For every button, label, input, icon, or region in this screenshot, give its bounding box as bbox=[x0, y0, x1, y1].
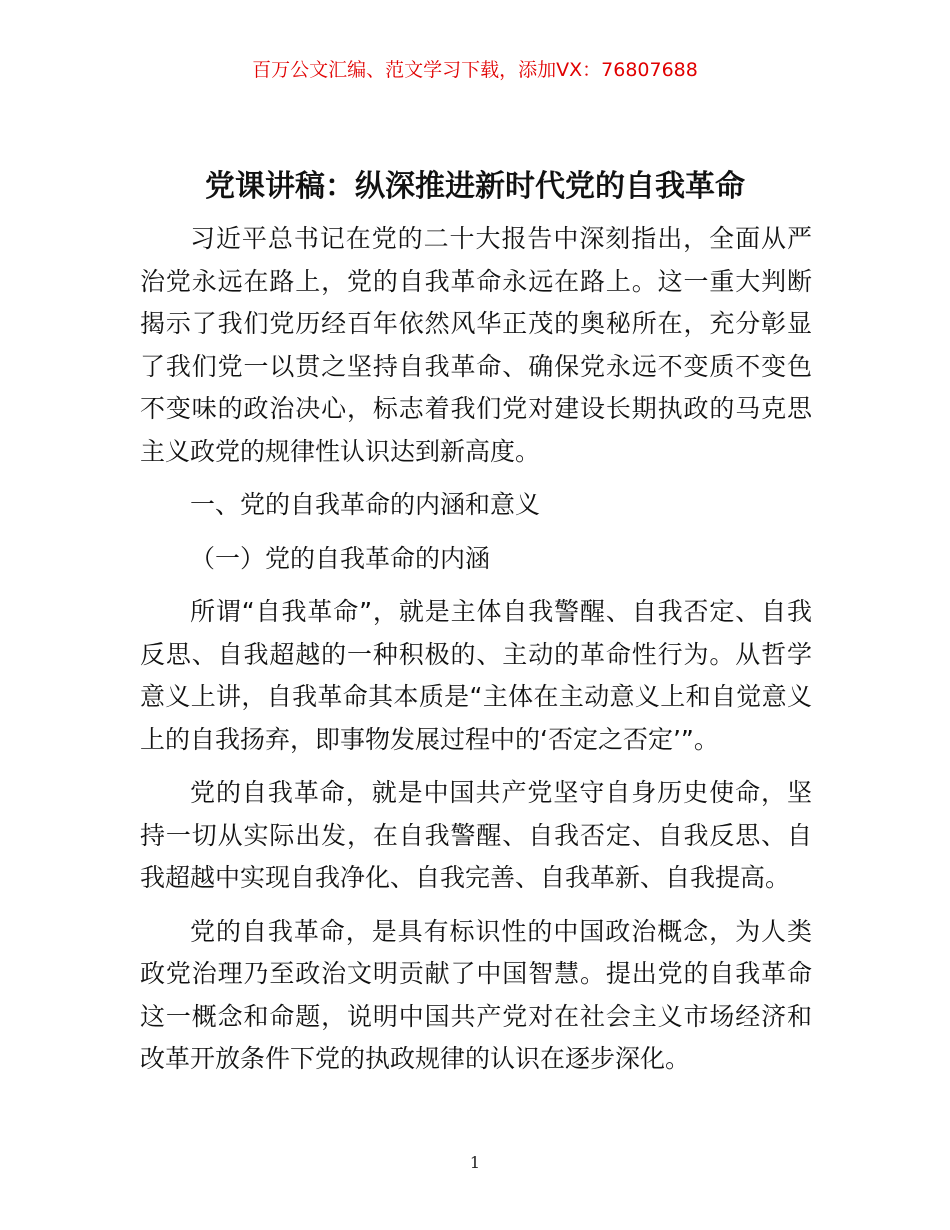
subsection-heading-1: （一）党的自我革命的内涵 bbox=[190, 543, 491, 573]
body-paragraph-significance: 党的自我革命，是具有标识性的中国政治概念，为人类政党治理乃至政治文明贡献了中国智慧。提出党的自我革命这一概念和命题，说明中国共产党对在社会主义市场经济和改革开放条件下党的执政规律的认识在逐步深化。 bbox=[140, 916, 812, 1073]
body-paragraph-party-revolution: 党的自我革命，就是中国共产党坚守自身历史使命，坚持一切从实际出发，在自我警醒、自我否定、自我反思、自我超越中实现自我净化、自我完善、自我革新、自我提高。 bbox=[140, 778, 812, 892]
section-heading-1: 一、党的自我革命的内涵和意义 bbox=[190, 490, 541, 519]
body-paragraph-definition: 所谓“自我革命”，就是主体自我警醒、自我否定、自我反思、自我超越的一种积极的、主动的革命性行为。从哲学意义上讲，自我革命其本质是“主体在主动意义上和自觉意义上的自我扬弃，即事物发展过程中的‘否定之否定’”。 bbox=[140, 597, 812, 754]
document-body bbox=[140, 218, 812, 1081]
header-banner: 百万公文汇编、范文学习下载，添加VX：76807688 bbox=[252, 59, 698, 81]
page-number: 1 bbox=[469, 1153, 481, 1172]
document-title: 党课讲稿：纵深推进新时代党的自我革命 bbox=[205, 169, 745, 204]
intro-paragraph: 习近平总书记在党的二十大报告中深刻指出，全面从严治党永远在路上，党的自我革命永远在路上。这一重大判断揭示了我们党历经百年依然风华正茂的奥秘所在，充分彰显了我们党一以贯之坚持自我革命、确保党永远不变质不变色不变味的政治决心，标志着我们党对建设长期执政的马克思主义政党的规律性认识达到新高度。 bbox=[140, 224, 812, 466]
